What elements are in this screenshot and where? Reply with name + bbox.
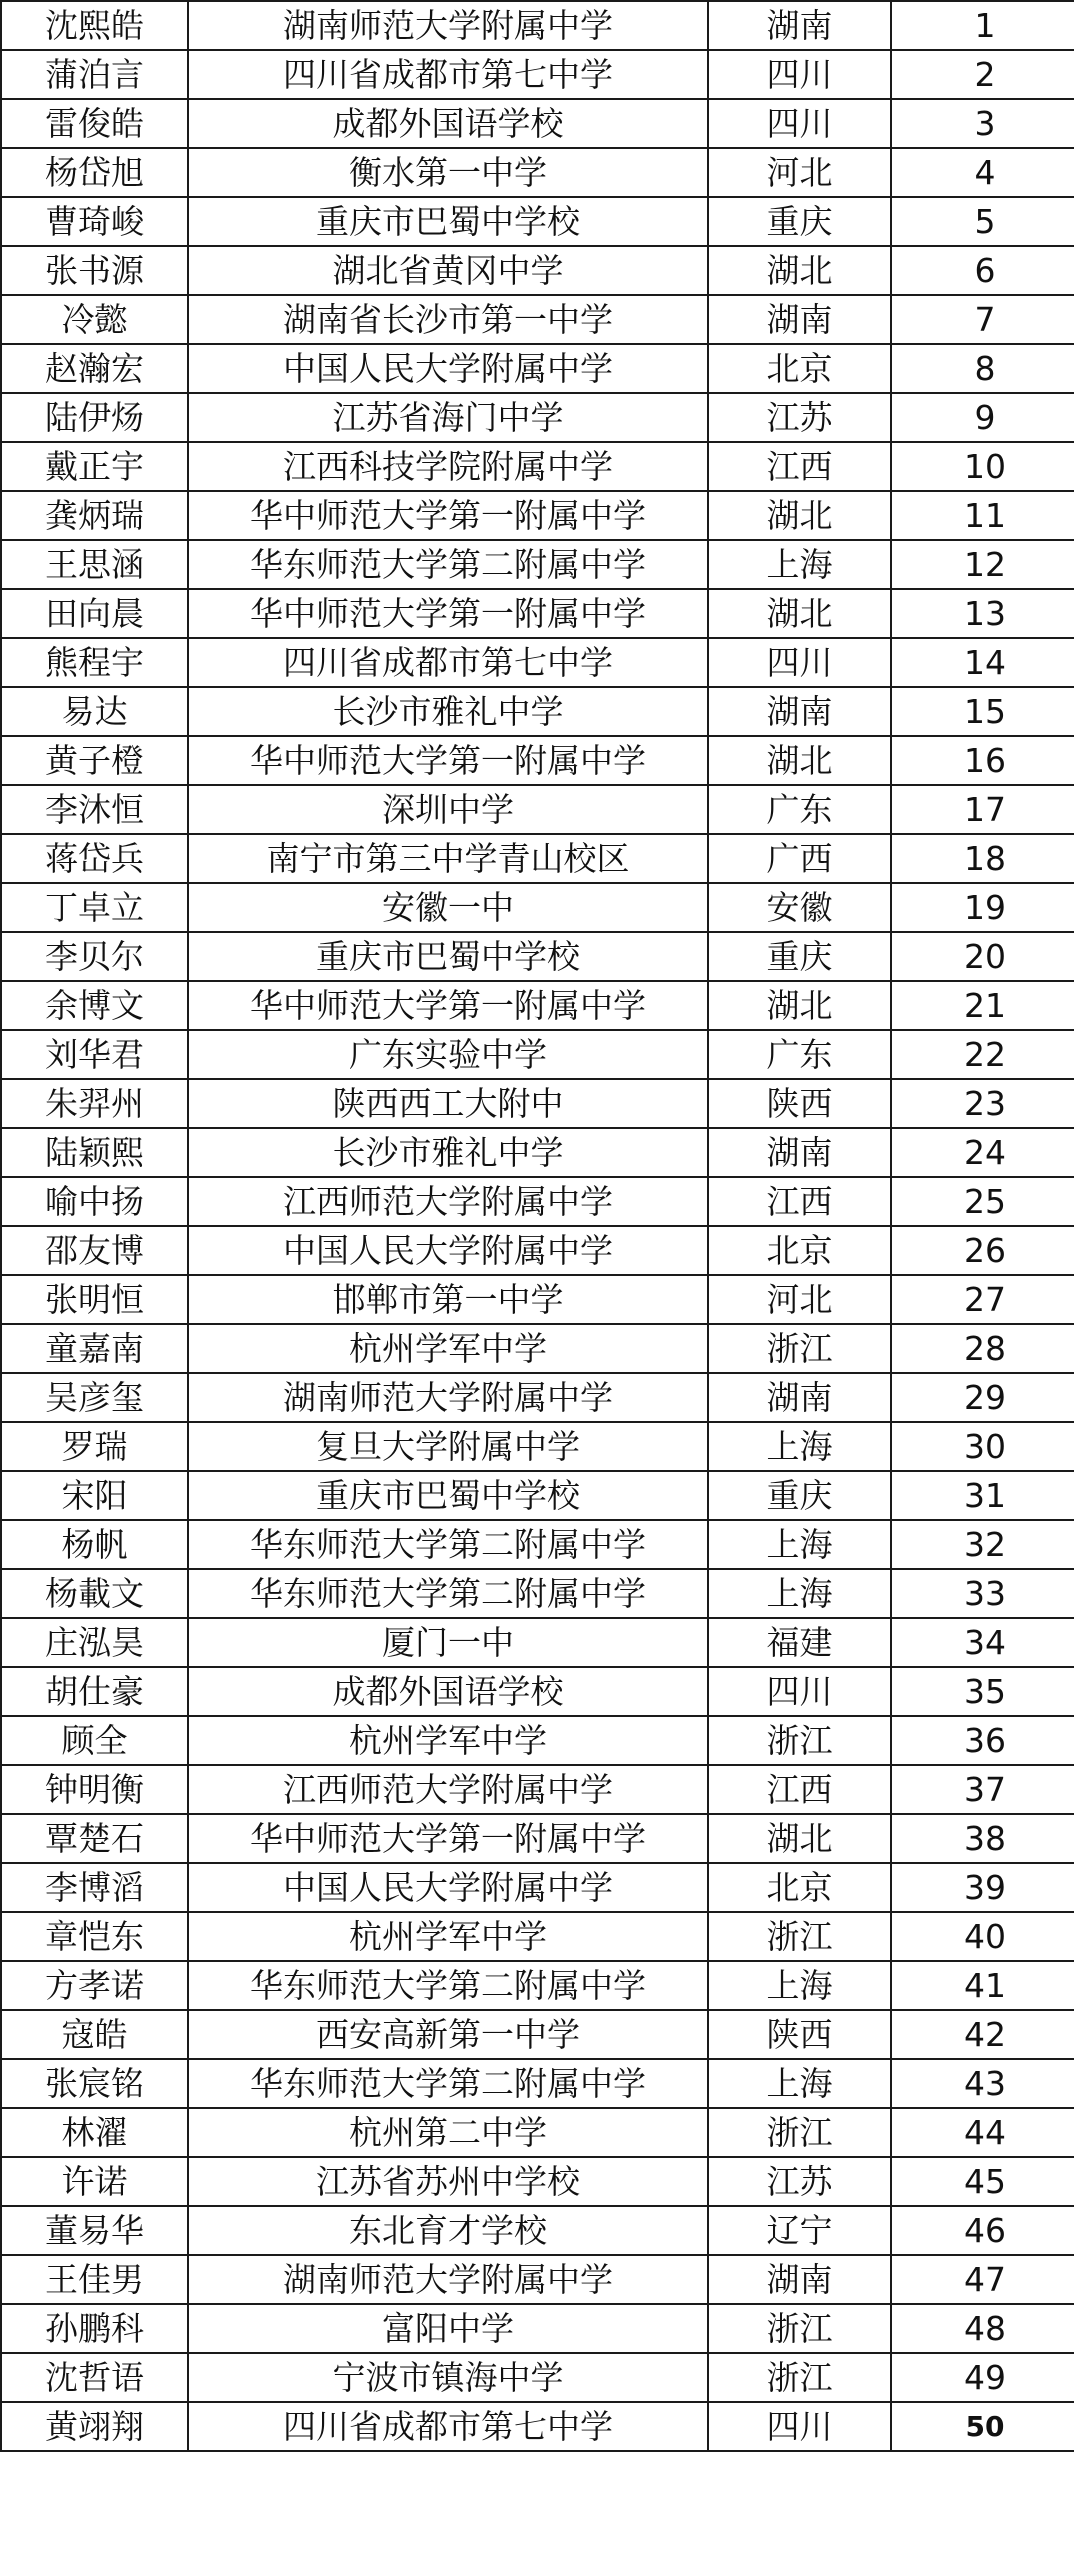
- school-cell: 华东师范大学第二附属中学: [188, 1520, 708, 1569]
- table-row: [1, 1177, 1074, 1226]
- province-cell: 四川: [708, 638, 891, 687]
- school-cell: 杭州学军中学: [188, 1912, 708, 1961]
- rank-cell: 7: [891, 295, 1074, 344]
- student-name-cell: 杨帆: [1, 1520, 188, 1569]
- rank-cell: 31: [891, 1471, 1074, 1520]
- student-name-cell: 田向晨: [1, 589, 188, 638]
- rank-cell: 29: [891, 1373, 1074, 1422]
- school-cell: 江苏省海门中学: [188, 393, 708, 442]
- student-name-cell: 李贝尔: [1, 932, 188, 981]
- province-cell: 重庆: [708, 932, 891, 981]
- table-row: [1, 2108, 1074, 2157]
- rank-cell: 15: [891, 687, 1074, 736]
- student-name-cell: 覃楚石: [1, 1814, 188, 1863]
- rank-cell: 47: [891, 2255, 1074, 2304]
- student-name-cell: 蒲泊言: [1, 50, 188, 99]
- province-cell: 四川: [708, 1667, 891, 1716]
- student-name-cell: 李沐恒: [1, 785, 188, 834]
- province-cell: 湖南: [708, 1, 891, 50]
- rank-cell: 24: [891, 1128, 1074, 1177]
- rank-cell: 37: [891, 1765, 1074, 1814]
- table-row: [1, 1, 1074, 50]
- province-cell: 浙江: [708, 2108, 891, 2157]
- rank-cell: 42: [891, 2010, 1074, 2059]
- province-cell: 江苏: [708, 393, 891, 442]
- table-row: [1, 883, 1074, 932]
- table-row: [1, 785, 1074, 834]
- student-name-cell: 杨岱旭: [1, 148, 188, 197]
- student-name-cell: 王思涵: [1, 540, 188, 589]
- school-cell: 厦门一中: [188, 1618, 708, 1667]
- table-row: [1, 834, 1074, 883]
- school-cell: 重庆市巴蜀中学校: [188, 1471, 708, 1520]
- student-name-cell: 黄翊翔: [1, 2402, 188, 2451]
- school-cell: 华中师范大学第一附属中学: [188, 589, 708, 638]
- student-name-cell: 蒋岱兵: [1, 834, 188, 883]
- province-cell: 上海: [708, 1961, 891, 2010]
- province-cell: 湖南: [708, 1373, 891, 1422]
- province-cell: 上海: [708, 540, 891, 589]
- school-cell: 宁波市镇海中学: [188, 2353, 708, 2402]
- province-cell: 河北: [708, 148, 891, 197]
- table-row: [1, 638, 1074, 687]
- rank-cell: 14: [891, 638, 1074, 687]
- school-cell: 江西师范大学附属中学: [188, 1177, 708, 1226]
- student-name-cell: 沈熙皓: [1, 1, 188, 50]
- student-name-cell: 宋阳: [1, 1471, 188, 1520]
- province-cell: 湖南: [708, 2255, 891, 2304]
- student-name-cell: 黄子橙: [1, 736, 188, 785]
- student-name-cell: 易达: [1, 687, 188, 736]
- province-cell: 湖北: [708, 981, 891, 1030]
- province-cell: 北京: [708, 344, 891, 393]
- rank-cell: 21: [891, 981, 1074, 1030]
- rank-cell: 3: [891, 99, 1074, 148]
- school-cell: 陕西西工大附中: [188, 1079, 708, 1128]
- province-cell: 北京: [708, 1863, 891, 1912]
- province-cell: 上海: [708, 1569, 891, 1618]
- rank-cell: 19: [891, 883, 1074, 932]
- province-cell: 湖北: [708, 491, 891, 540]
- table-row: [1, 344, 1074, 393]
- school-cell: 南宁市第三中学青山校区: [188, 834, 708, 883]
- rank-cell: 11: [891, 491, 1074, 540]
- student-name-cell: 刘华君: [1, 1030, 188, 1079]
- rank-cell: 6: [891, 246, 1074, 295]
- table-row: [1, 2353, 1074, 2402]
- school-cell: 富阳中学: [188, 2304, 708, 2353]
- rank-cell: 10: [891, 442, 1074, 491]
- rank-cell: 48: [891, 2304, 1074, 2353]
- rank-cell: 38: [891, 1814, 1074, 1863]
- province-cell: 湖北: [708, 736, 891, 785]
- school-cell: 广东实验中学: [188, 1030, 708, 1079]
- province-cell: 浙江: [708, 1324, 891, 1373]
- school-cell: 湖南师范大学附属中学: [188, 1373, 708, 1422]
- student-name-cell: 章恺东: [1, 1912, 188, 1961]
- student-name-cell: 童嘉南: [1, 1324, 188, 1373]
- student-name-cell: 孙鹏科: [1, 2304, 188, 2353]
- rank-cell: 28: [891, 1324, 1074, 1373]
- table-row: [1, 932, 1074, 981]
- rank-cell: 34: [891, 1618, 1074, 1667]
- table-row: [1, 540, 1074, 589]
- table-row: [1, 1716, 1074, 1765]
- school-cell: 华中师范大学第一附属中学: [188, 981, 708, 1030]
- student-name-cell: 顾全: [1, 1716, 188, 1765]
- student-name-cell: 罗瑞: [1, 1422, 188, 1471]
- rank-cell: 26: [891, 1226, 1074, 1275]
- school-cell: 湖北省黄冈中学: [188, 246, 708, 295]
- table-row: [1, 1912, 1074, 1961]
- school-cell: 杭州学军中学: [188, 1716, 708, 1765]
- table-row: [1, 197, 1074, 246]
- province-cell: 广西: [708, 834, 891, 883]
- rank-cell: 27: [891, 1275, 1074, 1324]
- student-name-cell: 陆颖熙: [1, 1128, 188, 1177]
- table-row: [1, 2157, 1074, 2206]
- rank-cell: 30: [891, 1422, 1074, 1471]
- student-name-cell: 吴彦玺: [1, 1373, 188, 1422]
- province-cell: 上海: [708, 1520, 891, 1569]
- school-cell: 华东师范大学第二附属中学: [188, 1961, 708, 2010]
- rank-cell: 49: [891, 2353, 1074, 2402]
- school-cell: 衡水第一中学: [188, 148, 708, 197]
- province-cell: 湖南: [708, 687, 891, 736]
- table-row: [1, 1275, 1074, 1324]
- province-cell: 江西: [708, 442, 891, 491]
- student-name-cell: 李博滔: [1, 1863, 188, 1912]
- student-name-cell: 胡仕豪: [1, 1667, 188, 1716]
- student-name-cell: 王佳男: [1, 2255, 188, 2304]
- school-cell: 长沙市雅礼中学: [188, 1128, 708, 1177]
- table-row: [1, 1961, 1074, 2010]
- rank-cell: 25: [891, 1177, 1074, 1226]
- school-cell: 华中师范大学第一附属中学: [188, 1814, 708, 1863]
- province-cell: 湖北: [708, 1814, 891, 1863]
- school-cell: 成都外国语学校: [188, 99, 708, 148]
- rank-cell: 39: [891, 1863, 1074, 1912]
- rank-cell: 33: [891, 1569, 1074, 1618]
- rank-cell: 41: [891, 1961, 1074, 2010]
- school-cell: 华中师范大学第一附属中学: [188, 491, 708, 540]
- rank-cell: 18: [891, 834, 1074, 883]
- province-cell: 江苏: [708, 2157, 891, 2206]
- school-cell: 西安高新第一中学: [188, 2010, 708, 2059]
- rank-cell: 8: [891, 344, 1074, 393]
- province-cell: 重庆: [708, 1471, 891, 1520]
- rank-cell: 20: [891, 932, 1074, 981]
- table-row: [1, 2402, 1074, 2451]
- rank-cell: 16: [891, 736, 1074, 785]
- table-row: [1, 393, 1074, 442]
- student-name-cell: 丁卓立: [1, 883, 188, 932]
- table-row: [1, 148, 1074, 197]
- school-cell: 四川省成都市第七中学: [188, 2402, 708, 2451]
- table-row: [1, 687, 1074, 736]
- rank-cell: 5: [891, 197, 1074, 246]
- table-row: [1, 50, 1074, 99]
- student-name-cell: 喻中扬: [1, 1177, 188, 1226]
- school-cell: 东北育才学校: [188, 2206, 708, 2255]
- table-row: [1, 1422, 1074, 1471]
- table-row: [1, 2059, 1074, 2108]
- school-cell: 邯郸市第一中学: [188, 1275, 708, 1324]
- table-row: [1, 1618, 1074, 1667]
- student-name-cell: 庄泓昊: [1, 1618, 188, 1667]
- province-cell: 上海: [708, 1422, 891, 1471]
- table-row: [1, 2304, 1074, 2353]
- rank-cell: 43: [891, 2059, 1074, 2108]
- table-row: [1, 736, 1074, 785]
- province-cell: 浙江: [708, 2353, 891, 2402]
- table-row: [1, 99, 1074, 148]
- student-name-cell: 赵瀚宏: [1, 344, 188, 393]
- rank-cell: 22: [891, 1030, 1074, 1079]
- province-cell: 河北: [708, 1275, 891, 1324]
- school-cell: 四川省成都市第七中学: [188, 50, 708, 99]
- school-cell: 湖南师范大学附属中学: [188, 2255, 708, 2304]
- rank-cell: 2: [891, 50, 1074, 99]
- rank-cell: 35: [891, 1667, 1074, 1716]
- province-cell: 四川: [708, 50, 891, 99]
- table-row: [1, 589, 1074, 638]
- province-cell: 湖北: [708, 246, 891, 295]
- table-row: [1, 295, 1074, 344]
- province-cell: 北京: [708, 1226, 891, 1275]
- student-name-cell: 张书源: [1, 246, 188, 295]
- school-cell: 江西科技学院附属中学: [188, 442, 708, 491]
- school-cell: 中国人民大学附属中学: [188, 1226, 708, 1275]
- table-row: [1, 2255, 1074, 2304]
- rank-cell: 45: [891, 2157, 1074, 2206]
- table-row: [1, 1569, 1074, 1618]
- school-cell: 江西师范大学附属中学: [188, 1765, 708, 1814]
- table-row: [1, 1814, 1074, 1863]
- school-cell: 华中师范大学第一附属中学: [188, 736, 708, 785]
- table-row: [1, 2010, 1074, 2059]
- school-cell: 中国人民大学附属中学: [188, 344, 708, 393]
- student-name-cell: 张明恒: [1, 1275, 188, 1324]
- province-cell: 广东: [708, 1030, 891, 1079]
- student-name-cell: 杨載文: [1, 1569, 188, 1618]
- school-cell: 杭州学军中学: [188, 1324, 708, 1373]
- student-name-cell: 林濯: [1, 2108, 188, 2157]
- ranking-table-body: [1, 1, 1074, 2451]
- table-row: [1, 1324, 1074, 1373]
- table-row: [1, 442, 1074, 491]
- table-row: [1, 1471, 1074, 1520]
- school-cell: 杭州第二中学: [188, 2108, 708, 2157]
- rank-cell: 32: [891, 1520, 1074, 1569]
- student-name-cell: 曹琦峻: [1, 197, 188, 246]
- school-cell: 安徽一中: [188, 883, 708, 932]
- student-name-cell: 戴正宇: [1, 442, 188, 491]
- table-row: [1, 1373, 1074, 1422]
- table-row: [1, 981, 1074, 1030]
- rank-cell: 1: [891, 1, 1074, 50]
- school-cell: 深圳中学: [188, 785, 708, 834]
- rank-cell: 12: [891, 540, 1074, 589]
- province-cell: 湖北: [708, 589, 891, 638]
- school-cell: 成都外国语学校: [188, 1667, 708, 1716]
- rank-cell: 50: [891, 2402, 1074, 2451]
- student-name-cell: 张宸铭: [1, 2059, 188, 2108]
- province-cell: 浙江: [708, 2304, 891, 2353]
- province-cell: 陕西: [708, 1079, 891, 1128]
- student-name-cell: 沈哲语: [1, 2353, 188, 2402]
- table-row: [1, 1226, 1074, 1275]
- school-cell: 华东师范大学第二附属中学: [188, 1569, 708, 1618]
- table-row: [1, 1765, 1074, 1814]
- province-cell: 福建: [708, 1618, 891, 1667]
- province-cell: 湖南: [708, 295, 891, 344]
- table-row: [1, 246, 1074, 295]
- student-name-cell: 雷俊皓: [1, 99, 188, 148]
- rank-cell: 4: [891, 148, 1074, 197]
- province-cell: 湖南: [708, 1128, 891, 1177]
- student-name-cell: 龚炳瑞: [1, 491, 188, 540]
- student-name-cell: 熊程宇: [1, 638, 188, 687]
- province-cell: 辽宁: [708, 2206, 891, 2255]
- province-cell: 安徽: [708, 883, 891, 932]
- school-cell: 华东师范大学第二附属中学: [188, 2059, 708, 2108]
- table-row: [1, 1863, 1074, 1912]
- school-cell: 重庆市巴蜀中学校: [188, 932, 708, 981]
- rank-cell: 17: [891, 785, 1074, 834]
- school-cell: 中国人民大学附属中学: [188, 1863, 708, 1912]
- province-cell: 浙江: [708, 1912, 891, 1961]
- student-name-cell: 董易华: [1, 2206, 188, 2255]
- province-cell: 广东: [708, 785, 891, 834]
- rank-cell: 9: [891, 393, 1074, 442]
- table-row: [1, 491, 1074, 540]
- province-cell: 四川: [708, 2402, 891, 2451]
- table-row: [1, 1520, 1074, 1569]
- school-cell: 湖南省长沙市第一中学: [188, 295, 708, 344]
- table-row: [1, 1128, 1074, 1177]
- province-cell: 重庆: [708, 197, 891, 246]
- rank-cell: 36: [891, 1716, 1074, 1765]
- school-cell: 江苏省苏州中学校: [188, 2157, 708, 2206]
- student-name-cell: 余博文: [1, 981, 188, 1030]
- province-cell: 陕西: [708, 2010, 891, 2059]
- student-name-cell: 陆伊炀: [1, 393, 188, 442]
- school-cell: 华东师范大学第二附属中学: [188, 540, 708, 589]
- table-row: [1, 1030, 1074, 1079]
- province-cell: 江西: [708, 1177, 891, 1226]
- student-name-cell: 钟明衡: [1, 1765, 188, 1814]
- school-cell: 重庆市巴蜀中学校: [188, 197, 708, 246]
- province-cell: 上海: [708, 2059, 891, 2108]
- rank-cell: 46: [891, 2206, 1074, 2255]
- rank-cell: 40: [891, 1912, 1074, 1961]
- student-name-cell: 许诺: [1, 2157, 188, 2206]
- rank-cell: 13: [891, 589, 1074, 638]
- province-cell: 四川: [708, 99, 891, 148]
- table-row: [1, 1079, 1074, 1128]
- table-row: [1, 1667, 1074, 1716]
- school-cell: 长沙市雅礼中学: [188, 687, 708, 736]
- rank-cell: 23: [891, 1079, 1074, 1128]
- province-cell: 浙江: [708, 1716, 891, 1765]
- student-name-cell: 方孝诺: [1, 1961, 188, 2010]
- rank-cell: 44: [891, 2108, 1074, 2157]
- province-cell: 江西: [708, 1765, 891, 1814]
- student-name-cell: 冷懿: [1, 295, 188, 344]
- student-name-cell: 朱羿州: [1, 1079, 188, 1128]
- student-name-cell: 寇皓: [1, 2010, 188, 2059]
- table-row: [1, 2206, 1074, 2255]
- school-cell: 四川省成都市第七中学: [188, 638, 708, 687]
- school-cell: 湖南师范大学附属中学: [188, 1, 708, 50]
- student-name-cell: 邵友博: [1, 1226, 188, 1275]
- school-cell: 复旦大学附属中学: [188, 1422, 708, 1471]
